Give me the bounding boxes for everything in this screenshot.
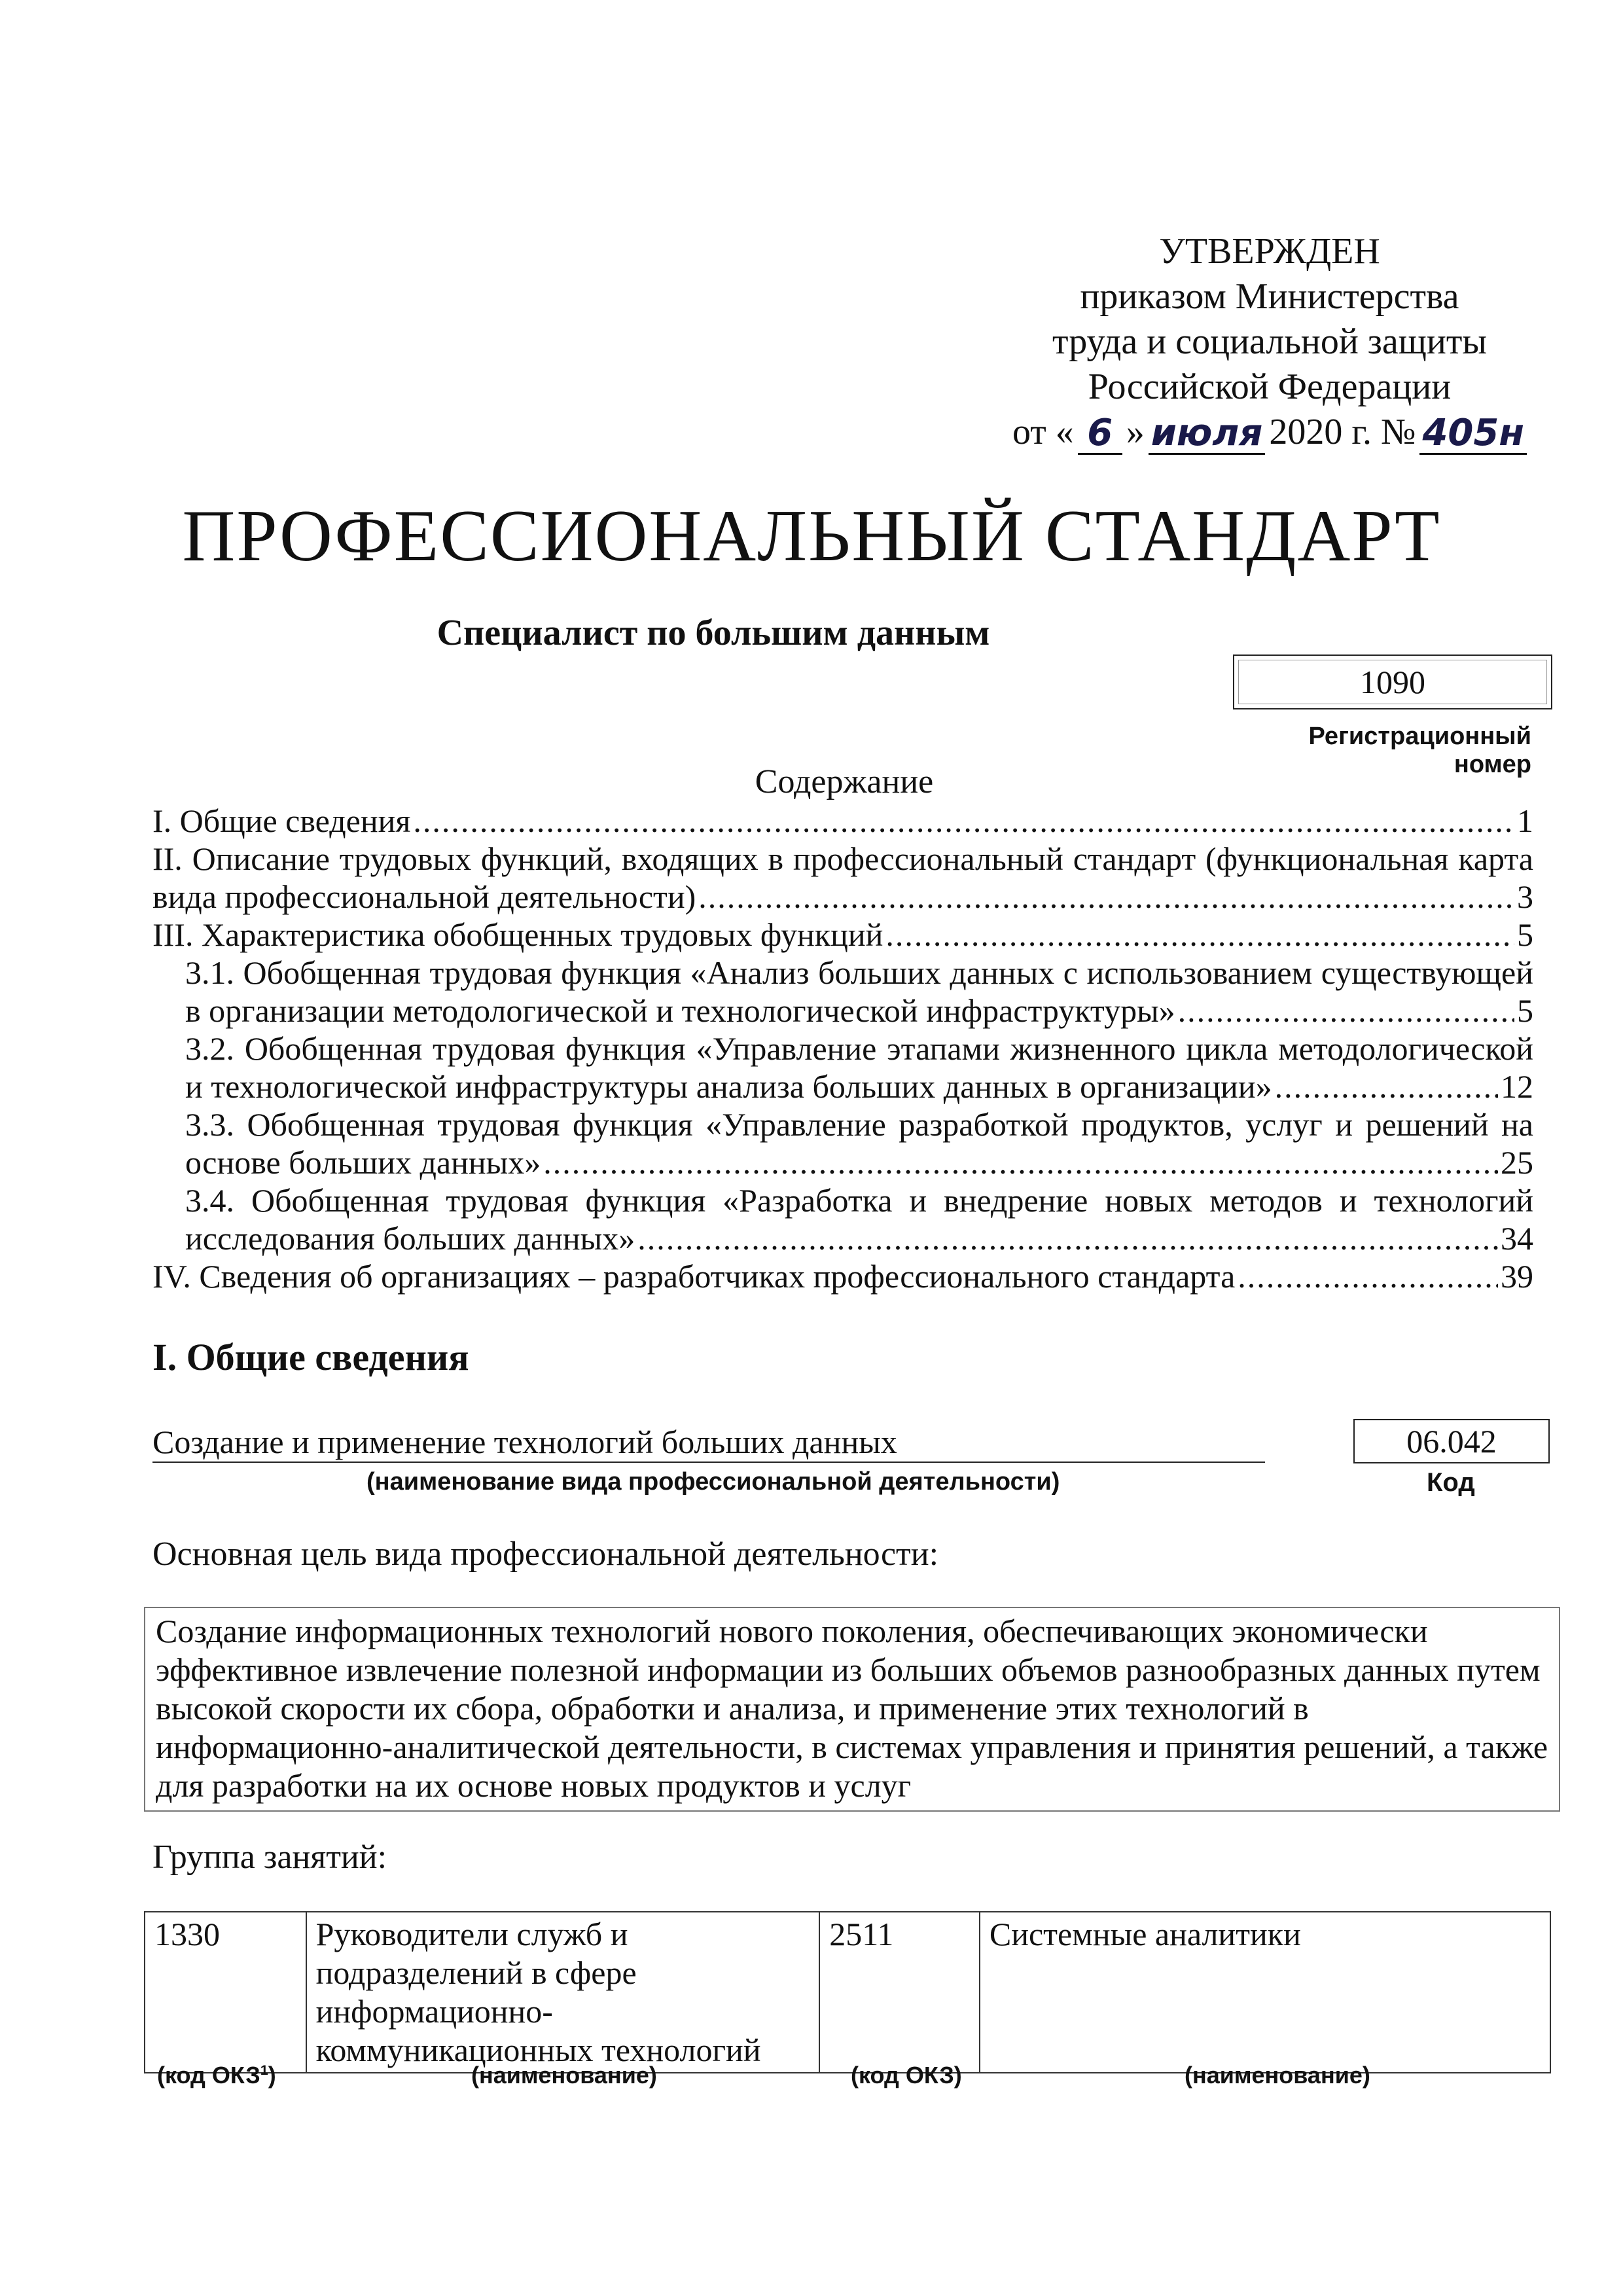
caption-okz-code-2: (код ОКЗ) xyxy=(851,2062,962,2089)
toc-entry[interactable] xyxy=(152,916,1533,954)
goal-label: Основная цель вида профессиональной деятельности: xyxy=(152,1535,939,1573)
toc-entry-text: 3.4. Обобщенная трудовая функция «Разработка и внедрение новых методов и технологий xyxy=(185,1182,1533,1219)
toc-entry-text: I. Общие сведения xyxy=(152,802,411,839)
registration-number-label: Регистрационный номер xyxy=(1308,723,1531,778)
caption-name-1: (наименование) xyxy=(471,2062,657,2089)
okz-code-cell: 2511 xyxy=(819,1912,980,2073)
toc-entry-page: 1 xyxy=(1517,802,1533,839)
toc-entry-text: IV. Сведения об организациях – разработчиках профессионального стандарта xyxy=(152,1258,1236,1295)
toc-entry-text: 3.3. Обобщенная трудовая функция «Управление разработкой продуктов, услуг и решений на xyxy=(185,1106,1533,1143)
registration-number-box xyxy=(1233,655,1552,709)
caption-text: (код ОКЗ xyxy=(157,2062,260,2089)
handwritten-day: 6 xyxy=(1078,414,1122,455)
toc-entry[interactable] xyxy=(152,1105,1533,1181)
toc-entry-page: 12 xyxy=(1501,1068,1533,1105)
okz-name-cell: Системные аналитики xyxy=(980,1912,1550,2073)
handwritten-order-number: 405н xyxy=(1419,414,1527,455)
date-year: 2020 г. № xyxy=(1269,412,1416,452)
toc-entry-text-cont: основе больших данных» xyxy=(185,1144,541,1181)
approval-line-2: приказом Министерства xyxy=(1080,276,1459,317)
toc-entry-page: 34 xyxy=(1501,1220,1533,1257)
approval-block xyxy=(975,229,1564,455)
toc-entry-page: 5 xyxy=(1517,992,1533,1029)
approval-line-1: УТВЕРЖДЕН xyxy=(1159,231,1380,272)
goal-text-box: Создание информационных технологий нового поколения, обеспечивающих экономически эффективное извлечение полезной информации из больших объемов разнообразных данных путем высокой скорости их сбора, обработки и анализа, и применение этих технологий в информационно-аналитической деятельности, в системах управления и принятия решений, а также для разработки на их основе новых продуктов и услуг xyxy=(144,1607,1560,1812)
caption-okz-code-1 xyxy=(157,2062,276,2089)
toc-entry-text-cont: в организации методологической и технологической инфраструктуры» xyxy=(185,992,1175,1029)
toc-entry-text: 3.1. Обобщенная трудовая функция «Анализ больших данных с использованием существующей xyxy=(185,954,1533,991)
toc-entry-page: 39 xyxy=(1501,1258,1533,1295)
toc-entry-text-cont: и технологической инфраструктуры анализа больших данных в организации» xyxy=(185,1068,1272,1105)
approval-date-line xyxy=(975,410,1564,455)
date-prefix: от « xyxy=(1012,412,1074,452)
toc-entry[interactable] xyxy=(152,1181,1533,1257)
toc-entry[interactable] xyxy=(152,1257,1533,1295)
toc-entry[interactable] xyxy=(152,802,1533,840)
table-row xyxy=(145,1912,1550,2073)
footnote-marker[interactable]: 1 xyxy=(260,2062,268,2078)
caption-text: ) xyxy=(268,2062,276,2089)
activity-code-caption: Код xyxy=(1427,1468,1475,1497)
toc-entry-page: 3 xyxy=(1517,878,1533,915)
toc-entry-page: 5 xyxy=(1517,916,1533,953)
date-mid: » xyxy=(1126,412,1145,452)
toc-entry[interactable] xyxy=(152,840,1533,916)
table-of-contents xyxy=(152,802,1533,1295)
section-title: I. Общие сведения xyxy=(152,1336,469,1378)
approval-line-3: труда и социальной защиты xyxy=(1052,321,1487,362)
okz-name-cell: Руководители служб и подразделений в сфере информационно-коммуникационных технологий xyxy=(306,1912,820,2073)
caption-name-2: (наименование) xyxy=(1185,2062,1370,2089)
toc-entry[interactable] xyxy=(152,1030,1533,1105)
approval-line-4: Российской Федерации xyxy=(1088,367,1452,407)
handwritten-month: июля xyxy=(1149,414,1266,455)
document-title: ПРОФЕССИОНАЛЬНЫЙ СТАНДАРТ xyxy=(182,495,1441,577)
activity-caption: (наименование вида профессиональной деятельности) xyxy=(366,1468,1060,1496)
toc-entry-text: 3.2. Обобщенная трудовая функция «Управление этапами жизненного цикла методологической xyxy=(185,1030,1533,1067)
okz-code-cell: 1330 xyxy=(145,1912,306,2073)
toc-entry-text: III. Характеристика обобщенных трудовых функций xyxy=(152,916,883,953)
toc-entry[interactable] xyxy=(152,954,1533,1030)
toc-entry-text-cont: исследования больших данных» xyxy=(185,1220,635,1257)
occupation-group-table xyxy=(144,1911,1551,2073)
toc-heading: Содержание xyxy=(755,763,934,800)
toc-entry-text: II. Описание трудовых функций, входящих в профессиональный стандарт (функциональная карта xyxy=(152,840,1533,877)
activity-name: Создание и применение технологий больших данных xyxy=(152,1424,1265,1463)
occupation-group-label: Группа занятий: xyxy=(152,1839,387,1876)
activity-code-box: 06.042 xyxy=(1353,1419,1550,1463)
toc-entry-page: 25 xyxy=(1501,1144,1533,1181)
toc-entry-text-cont: вида профессиональной деятельности) xyxy=(152,878,696,915)
document-subtitle: Специалист по большим данным xyxy=(437,613,990,653)
registration-number: 1090 xyxy=(1360,664,1425,700)
